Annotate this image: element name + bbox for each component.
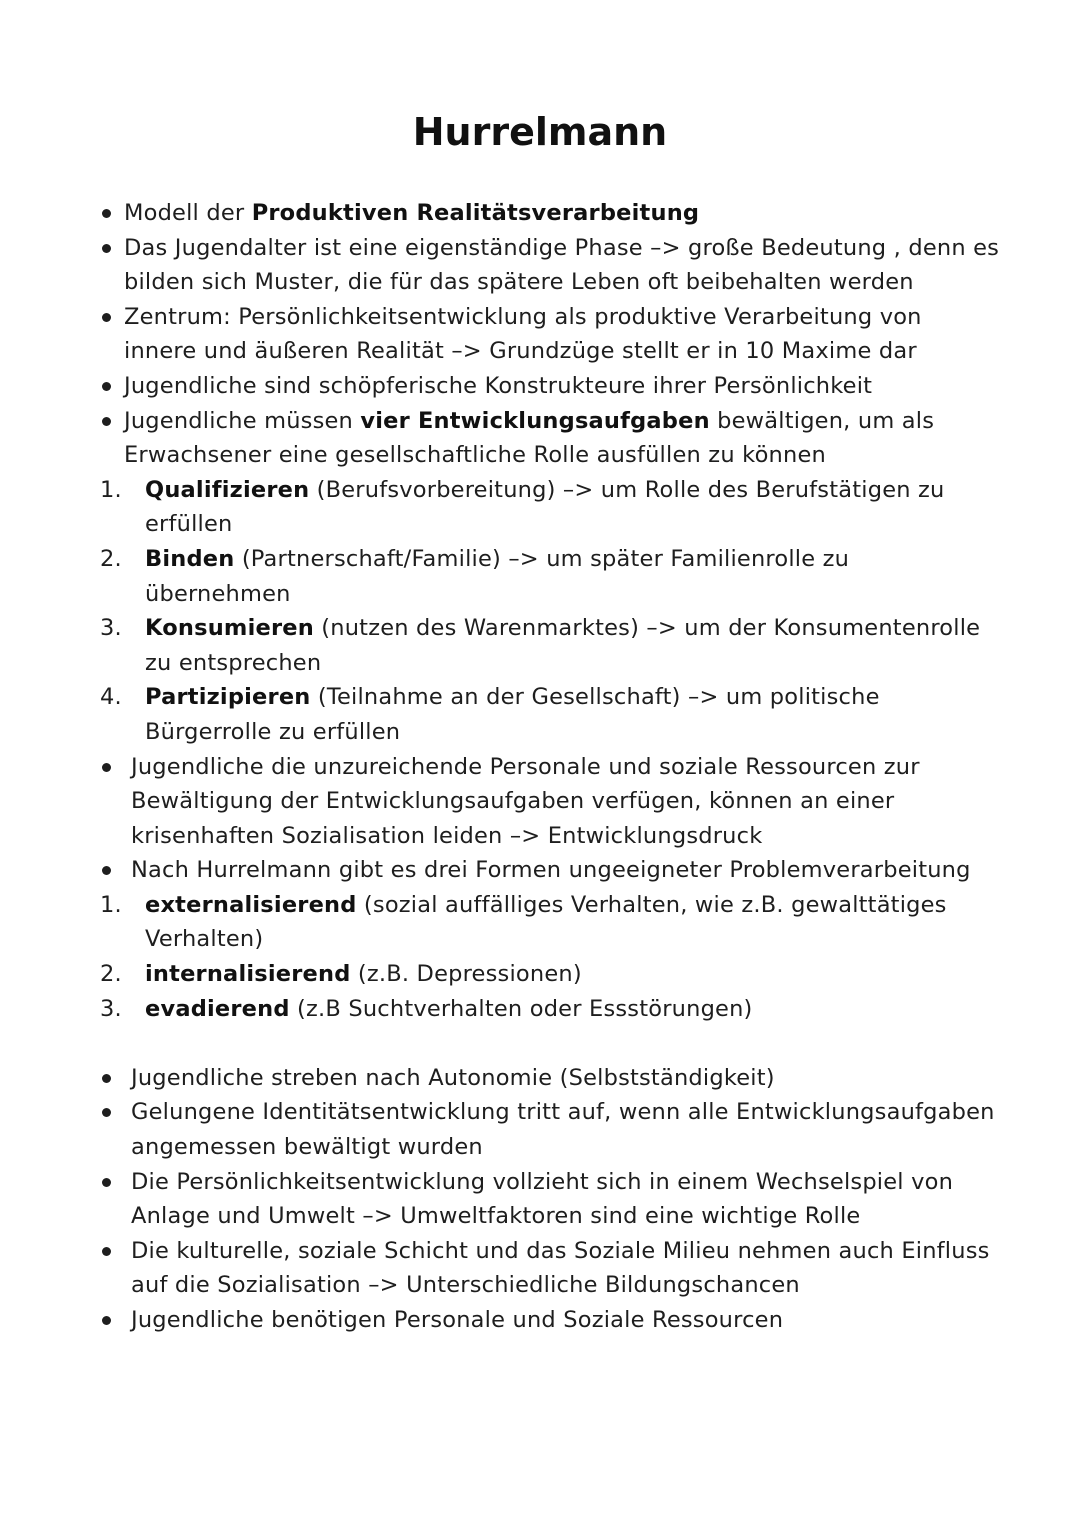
item-text-after: (Teilnahme an der Gesellschaft) –> um politische Bürgerrolle zu erfüllen [145, 684, 880, 745]
item-number: 4. [100, 684, 122, 711]
item-text: Modell der [124, 200, 252, 226]
item-text-after: (Berufsvorbereitung) –> um Rolle des Berufstätigen zu erfüllen [145, 476, 945, 538]
item-bold-text: Produktiven Realitätsverarbeitung [251, 200, 700, 226]
item-text-after: (nutzen des Warenmarktes) –> um der Konsumentenrolle zu entsprechen [145, 615, 981, 676]
list-item [100, 1165, 1000, 1234]
numbered-item [100, 888, 1000, 957]
numbered-item [100, 611, 1000, 680]
list-item [100, 750, 1000, 854]
item-number: 1. [100, 476, 122, 503]
item-text: Jugendliche müssen [124, 407, 361, 434]
item-bold-text: Konsumieren [145, 615, 314, 642]
numbered-item [100, 992, 1000, 1027]
item-text-after: (z.B. Depressionen) [350, 961, 582, 988]
numbered-item [100, 680, 1000, 749]
page-title: Hurrelmann [412, 110, 668, 154]
numbered-item [100, 957, 1000, 992]
item-text: Nach Hurrelmann gibt es drei Formen ungeeigneter Problemverarbeitung [131, 857, 971, 884]
numbered-item [100, 473, 1000, 542]
item-text-after: (Partnerschaft/Familie) –> um später Familienrolle zu übernehmen [145, 545, 850, 607]
list-item [100, 404, 1000, 473]
item-number: 3. [100, 995, 122, 1022]
item-text: Gelungene Identitätsentwicklung tritt auf, wenn alle Entwicklungsaufgaben angemessen bewältigt wurden [131, 1099, 995, 1161]
item-bold-text: Qualifizieren [145, 476, 310, 503]
item-bold-text: vier Entwicklungsaufgaben [360, 407, 710, 434]
list-item [100, 196, 1000, 231]
list-item [100, 300, 1000, 369]
item-number: 1. [100, 891, 122, 918]
item-text: Zentrum: Persönlichkeitsentwicklung als produktive Verarbeitung von innere und äußeren Realität –> Grundzüge stellt er in 10 Maxime dar [124, 303, 922, 365]
item-text: Die Persönlichkeitsentwicklung vollzieht sich in einem Wechselspiel von Anlage und Umwelt –> Umweltfaktoren sind eine wichtige Rolle [131, 1168, 954, 1230]
list-item [100, 1061, 1000, 1096]
blank-line [100, 1026, 1000, 1061]
numbered-item [100, 542, 1000, 611]
item-text: Jugendliche streben nach Autonomie (Selbstständigkeit) [131, 1064, 775, 1091]
item-text-after: (z.B Suchtverhalten oder Essstörungen) [289, 995, 753, 1022]
item-text: Das Jugendalter ist eine eigenständige Phase –> große Bedeutung , denn es bilden sich Muster, die für das spätere Leben oft beibehalten werden [124, 234, 1000, 296]
list-item [100, 369, 1000, 404]
item-bold-text: evadierend [145, 995, 290, 1022]
item-text-after: bewältigen, um als Erwachsener eine gesellschaftliche Rolle ausfüllen zu können [124, 407, 935, 469]
item-number: 3. [100, 615, 122, 642]
list-item [100, 853, 1000, 888]
item-text-after: (sozial auffälliges Verhalten, wie z.B. gewalttätiges Verhalten) [145, 891, 947, 953]
item-text: Die kulturelle, soziale Schicht und das Soziale Milieu nehmen auch Einfluss auf die Sozialisation –> Unterschiedliche Bildungschancen [131, 1237, 990, 1299]
item-number: 2. [100, 545, 122, 572]
item-bold-text: internalisierend [145, 961, 351, 988]
item-bold-text: externalisierend [145, 891, 357, 918]
item-bold-text: Binden [145, 545, 235, 572]
item-text: Jugendliche benötigen Personale und Soziale Ressourcen [131, 1307, 784, 1333]
item-number: 2. [100, 961, 122, 988]
item-text: Jugendliche die unzureichende Personale und soziale Ressourcen zur Bewältigung der Entwicklungsaufgaben verfügen, können an einer krisenhaften Sozialisation leiden –> Entwicklungsdruck [131, 753, 920, 849]
list-item [100, 1095, 1000, 1164]
item-text: Jugendliche sind schöpferische Konstrukteure ihrer Persönlichkeit [124, 372, 873, 399]
list-item [100, 231, 1000, 300]
list-item [100, 1303, 1000, 1338]
notes-body [100, 196, 1000, 1338]
list-item [100, 1234, 1000, 1303]
item-bold-text: Partizipieren [145, 684, 311, 711]
